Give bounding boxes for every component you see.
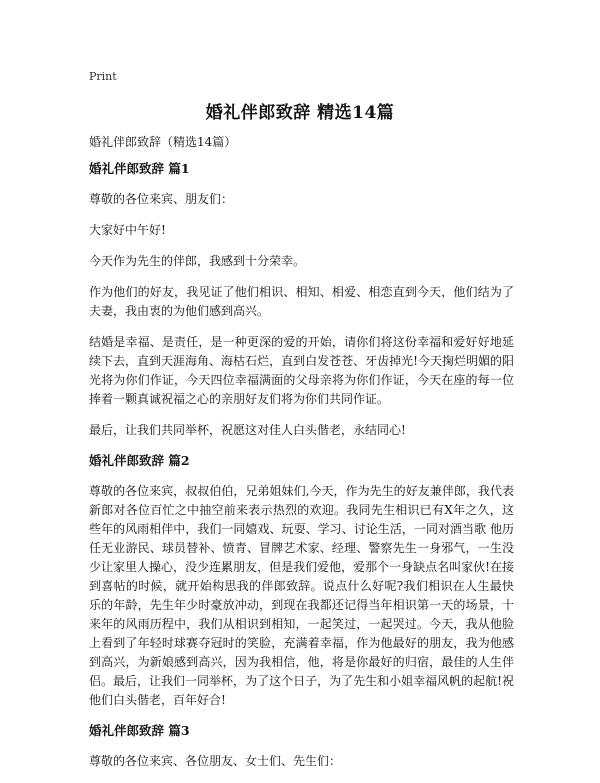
- print-link[interactable]: Print: [89, 70, 117, 83]
- paragraph: 今天作为先生的伴郎，我感到十分荣幸。: [89, 254, 306, 268]
- paragraph: 尊敬的各位来宾，叔叔伯伯，兄弟姐妹们,今天，作为先生的好友兼伴郎，我代表新郎对各位百忙之中抽空前来表示热烈的欢迎。我同先生相识已有X年之久，这些年的风雨相伴中，我们一同嬉戏、玩耍、学习、讨论生活，一同对酒当歌 他历任无业游民、球员替补、愤青、冒牌艺术家、经理、警察先生一身邪气，一生没少让家里人操心，没少连累朋友，但是我们爱他，爱那个一身缺点名叫家伙!在接到喜帖的时候，就开始构思我的伴郎致辞。说点什么好呢?我们相识在人生最快乐的年龄，先生年少时豪放冲动，到现在我都还记得当年相识第一天的场景，十来年的风雨历程中，我们从相识到相知，一起笑过，一起哭过。今天，我从他脸上看到了年轻时球赛夺冠时的笑脸，充满着幸福，作为他最好的朋友，我为他感到高兴，为新娘感到高兴，因为我相信，他，将是你最好的归宿，最佳的人生伴侣。最后，让我们一同举杯，为了这个日子，为了先生和小姐幸福风帆的起航!祝他们白头偕老，百年好合!: [89, 484, 514, 707]
- paragraph: 尊敬的各位来宾、朋友们：: [89, 192, 234, 206]
- document-body: [89, 160, 514, 783]
- section-heading-2: 婚礼伴郎致辞 篇2: [89, 453, 190, 468]
- paragraph: 最后，让我们共同举杯，祝愿这对佳人白头偕老，永结同心!: [89, 423, 406, 437]
- page-title: 婚礼伴郎致辞 精选14篇: [205, 103, 395, 123]
- paragraph: 作为他们的好友，我见证了他们相识、相知、相爱、相恋直到今天，他们结为了夫妻，我由衷的为他们感到高兴。: [89, 285, 514, 318]
- section-heading-3: 婚礼伴郎致辞 篇3: [89, 723, 190, 738]
- section-heading-1: 婚礼伴郎致辞 篇1: [89, 161, 190, 176]
- paragraph: 尊敬的各位来宾、各位朋友、女士们、先生们：: [89, 754, 342, 768]
- paragraph: 大家好中午好!: [89, 223, 166, 237]
- paragraph: 结婚是幸福、是责任，是一种更深的爱的开始，请你们将这份幸福和爱好好地延续下去，直到天涯海角、海枯石烂，直到白发苍苍、牙齿掉光!今天掬烂明媚的阳光将为你们作证，今天四位幸福满面的父母亲将为你们作证，今天在座的每一位捧着一颗真诚祝福之心的亲朋好友们将为你们共同作证。: [89, 335, 514, 406]
- document-subtitle: 婚礼伴郎致辞（精选14篇）: [89, 135, 237, 149]
